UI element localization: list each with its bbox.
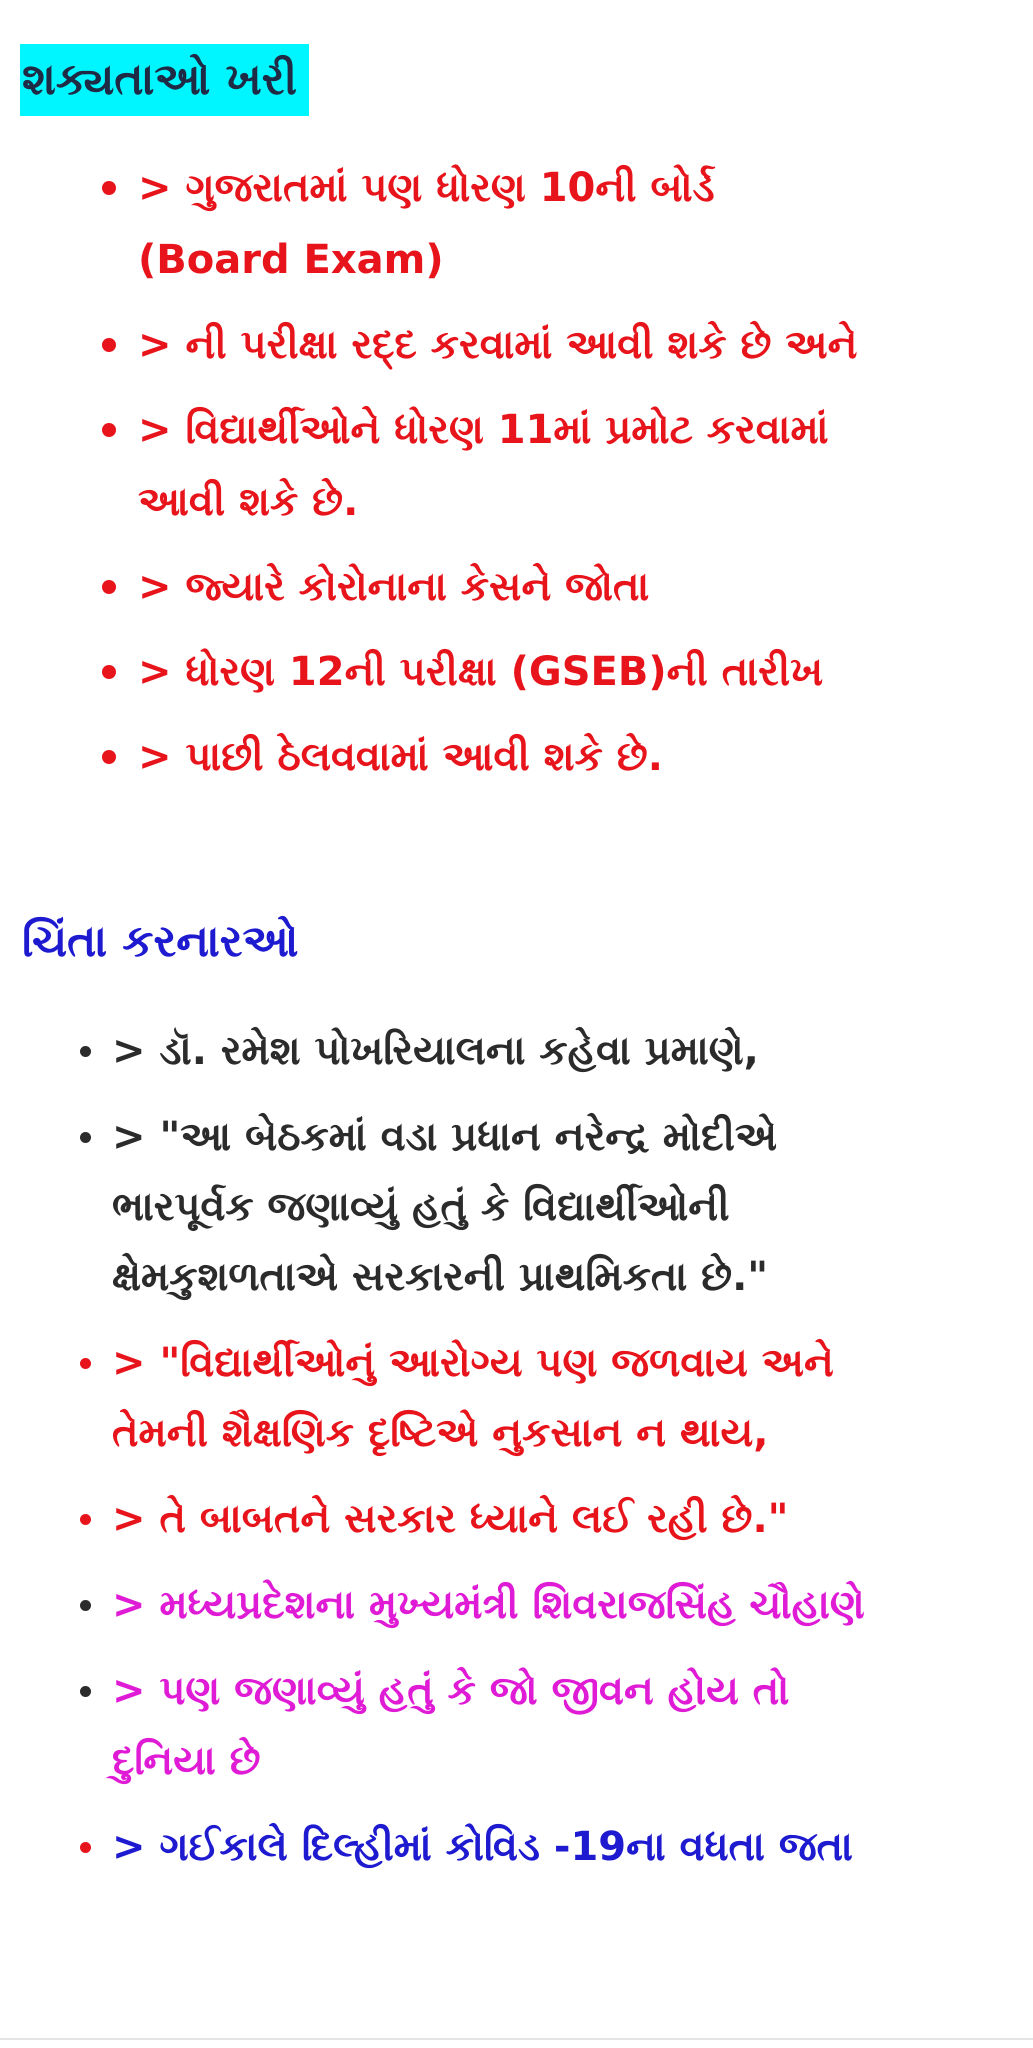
list-item-text: > ગુજરાતમાં પણ ધોરણ 10ની બોર્ડ (Board Exam)	[138, 165, 715, 283]
bullet-icon	[102, 665, 116, 679]
list-item-text: > ગઈકાલે દિલ્હીમાં કોવિડ -19ના વધતા જતા	[112, 1824, 853, 1870]
list-item-text: > તે બાબતને સરકાર ધ્યાને લઈ રહી છે."	[112, 1496, 789, 1542]
section-heading-possibilities: શક્યતાઓ ખરી	[20, 44, 309, 116]
list-item	[138, 551, 868, 623]
list-item-text: > મધ્યપ્રદેશના મુખ્યમંત્રી શિવરાજસિંહ ચૌહાણે	[112, 1582, 865, 1628]
list-item	[138, 309, 868, 381]
list-item	[112, 1484, 902, 1554]
list-item-text: > "આ બેઠકમાં વડા પ્રધાન નરેન્દ્ર મોદીએ ભારપૂર્વક જણાવ્યું હતું કે વિદ્યાર્થીઓની ક્ષેમકુશળતાએ સરકારની પ્રાથમિકતા છે."	[112, 1114, 778, 1300]
bullet-icon	[102, 423, 116, 437]
list-item	[138, 394, 868, 538]
section-heading-concerns: ચિંતા કરનારઓ	[22, 916, 299, 967]
bullet-icon	[80, 1046, 91, 1057]
list-item-text: > પાછી ઠેલવવામાં આવી શકે છે.	[138, 734, 663, 780]
list-item	[112, 1102, 902, 1312]
bullet-icon	[102, 338, 116, 352]
list-item-text: > જ્યારે કોરોનાના કેસને જોતા	[138, 564, 650, 610]
bullet-icon	[80, 1600, 91, 1611]
list-item	[138, 721, 868, 793]
bullet-icon	[80, 1842, 91, 1853]
bullet-icon	[102, 580, 116, 594]
list-item-text: > ની પરીક્ષા રદ્દ કરવામાં આવી શકે છે અને	[138, 322, 858, 368]
bullet-icon	[102, 181, 116, 195]
list-item	[112, 1328, 902, 1468]
list-item	[138, 152, 868, 296]
list-item	[112, 1570, 902, 1640]
bullet-icon	[80, 1358, 91, 1369]
list-item-text: > ડૉ. રમેશ પોખરિયાલના કહેવા પ્રમાણે,	[112, 1028, 759, 1074]
bullet-icon	[80, 1514, 91, 1525]
list-item	[112, 1812, 902, 1882]
list-item-text: > વિદ્યાર્થીઓને ધોરણ 11માં પ્રમોટ કરવામાં આવી શકે છે.	[138, 407, 829, 525]
bullet-icon	[80, 1686, 91, 1697]
list-item	[112, 1016, 902, 1086]
list-item	[138, 636, 868, 708]
bottom-divider	[0, 2038, 1033, 2040]
concerns-list	[112, 1016, 902, 1898]
list-item-text: > પણ જણાવ્યું હતું કે જો જીવન હોય તો દુનિયા છે	[112, 1668, 790, 1784]
possibilities-list	[138, 152, 868, 806]
list-item	[112, 1656, 902, 1796]
bullet-icon	[102, 750, 116, 764]
list-item-text: > "વિદ્યાર્થીઓનું આરોગ્ય પણ જળવાય અને તેમની શૈક્ષણિક દૃષ્ટિએ નુકસાન ન થાય,	[112, 1340, 834, 1456]
bullet-icon	[80, 1132, 91, 1143]
list-item-text: > ધોરણ 12ની પરીક્ષા (GSEB)ની તારીખ	[138, 649, 824, 695]
